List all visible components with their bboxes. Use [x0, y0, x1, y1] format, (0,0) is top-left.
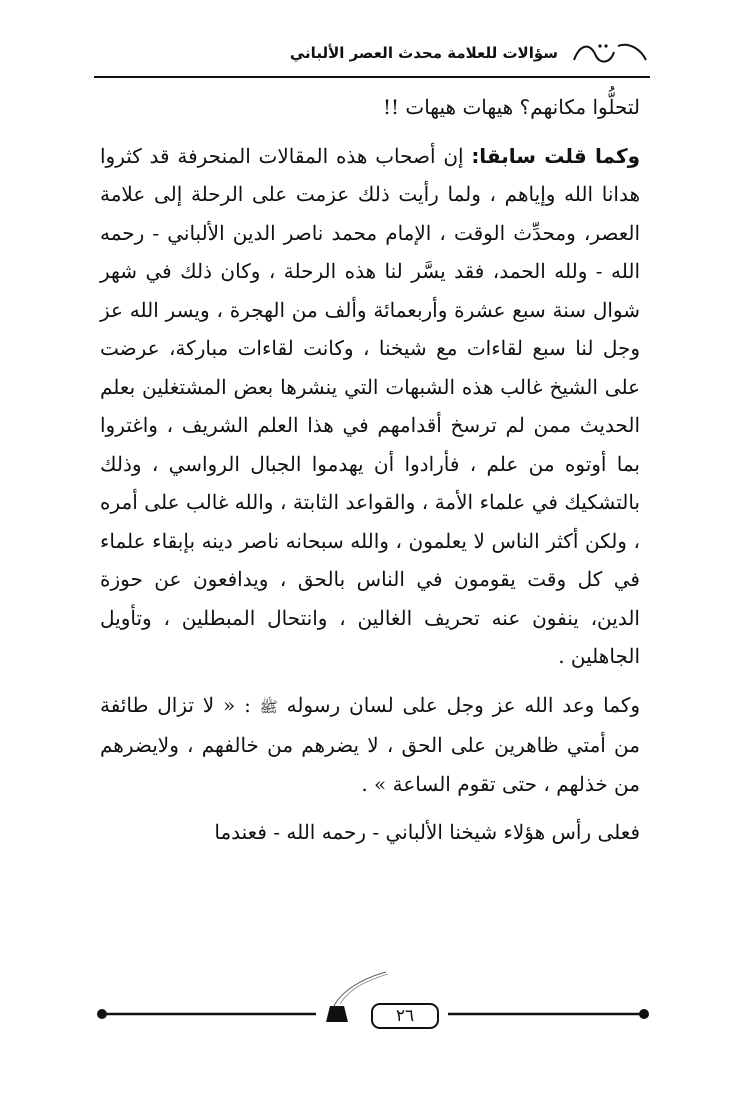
header-divider: [94, 76, 650, 78]
running-header-title: سؤالات للعلامة محدث العصر الألباني: [289, 44, 558, 62]
series-logo-calligraphy: [570, 38, 650, 68]
paragraph-1: لتحلُّوا مكانهم؟ هيهات هيهات !!: [382, 95, 640, 119]
paragraph-3: [100, 686, 640, 804]
main-text: [100, 88, 640, 852]
paragraph-3-after: : « لا تزال طائفة من أمتي ظاهرين على الحق ، لا يضرهم من خالفهم ، ولايضرهم من خذلهم ، حتى تقوم الساعة » .: [100, 692, 640, 796]
paragraph-2: [100, 137, 640, 676]
page-footer: [96, 970, 650, 1040]
paragraph-4: فعلى رأس هؤلاء شيخنا الألباني - رحمه الله - فعندما: [214, 820, 640, 844]
footer-ornament: [96, 970, 650, 1040]
paragraph-2-text: إن أصحاب هذه المقالات المنحرفة قد كثروا هدانا الله وإياهم ، ولما رأيت ذلك عزمت على الرحلة إلى علامة العصر، ومحدِّث الوقت ، الإمام محمد ناصر الدين الألباني - رحمه الله - ولله الحمد، فقد يسَّر لنا هذه الرحلة ، وكان ذلك في شهر شوال سنة سبع عشرة وأربعمائة وألف من الهجرة ، ويسر الله عز وجل لنا سبع لقاءات مع شيخنا ، وكانت لقاءات مباركة، عرضت على الشيخ غالب هذه الشبهات التي ينشرها بعض المشتغلين بعلم الحديث ممن لم ترسخ أقدامهم في هذا العلم الشريف ، واغتروا بما أوتوه من علم ، فأرادوا أن يهدموا الجبال الرواسي ، وذلك بالتشكيك في علماء الأمة ، والقواعد الثابتة ، والله غالب على أمره ، ولكن أكثر الناس لا يعلمون ، والله سبحانه ناصر دينه بإبقاء علماء في كل وقت يقومون في الناس بالحق ، ويدافعون عن حوزة الدين، ينفون عنه تحريف الغالين ، وانتحال المبطلين ، وتأويل الجاهلين .: [100, 143, 641, 668]
pbuh-ligature: ﷺ: [259, 697, 278, 716]
page-header: [94, 38, 650, 72]
paragraph-2-lead: وكما قلت سابقا:: [471, 143, 641, 168]
paragraph-3-before: وكما وعد الله عز وجل على لسان رسوله: [277, 692, 641, 717]
page-number: ٢٦: [395, 1006, 415, 1026]
